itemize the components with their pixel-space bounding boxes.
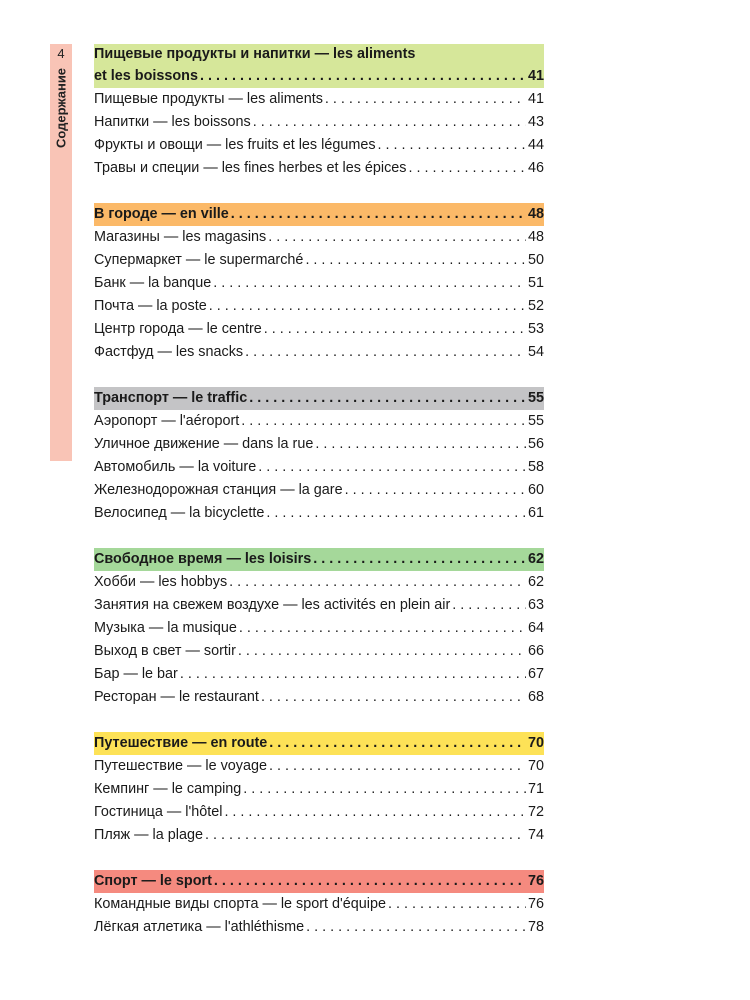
toc-entry[interactable]: [94, 502, 544, 525]
entry-title: Командные виды спорта — le sport d'équipe: [94, 896, 386, 912]
dot-leader: [345, 479, 526, 502]
toc-entry[interactable]: [94, 410, 544, 433]
toc-entry[interactable]: [94, 456, 544, 479]
section-heading[interactable]: [94, 44, 544, 88]
section-page-number: 76: [527, 873, 544, 889]
entry-title: Магазины — les magasins: [94, 229, 267, 245]
dot-leader: [180, 663, 526, 686]
toc-entry[interactable]: [94, 686, 544, 709]
dot-leader: [306, 916, 526, 939]
entry-title: Банк — la banque: [94, 275, 212, 291]
entry-title: Пищевые продукты — les aliments: [94, 91, 323, 107]
toc-section: [94, 387, 544, 525]
dot-leader: [231, 203, 526, 226]
section-heading[interactable]: [94, 387, 544, 410]
toc-entry[interactable]: [94, 134, 544, 157]
dot-leader: [213, 272, 526, 295]
section-heading[interactable]: [94, 203, 544, 226]
toc-entry[interactable]: [94, 272, 544, 295]
entry-page-number: 46: [527, 160, 544, 176]
entry-page-number: 61: [527, 505, 544, 521]
toc-entry[interactable]: [94, 226, 544, 249]
entry-title: Бар — le bar: [94, 666, 178, 682]
toc-entry[interactable]: [94, 571, 544, 594]
section-heading-title: Свободное время — les loisirs: [94, 551, 312, 567]
dot-leader: [243, 778, 526, 801]
toc-entry[interactable]: [94, 341, 544, 364]
entry-title: Почта — la poste: [94, 298, 207, 314]
dot-leader: [305, 249, 526, 272]
dot-leader: [258, 456, 526, 479]
entry-title: Кемпинг — le camping: [94, 781, 242, 797]
toc-entry[interactable]: [94, 88, 544, 111]
dot-leader: [249, 387, 526, 410]
toc-entry[interactable]: [94, 617, 544, 640]
toc-entry[interactable]: [94, 433, 544, 456]
entry-page-number: 44: [527, 137, 544, 153]
entry-title: Фастфуд — les snacks: [94, 344, 244, 360]
entry-title: Напитки — les boissons: [94, 114, 251, 130]
section-page-number: 55: [527, 390, 544, 406]
entry-title: Музыка — la musique: [94, 620, 237, 636]
section-heading-title: et les boissons: [94, 68, 198, 84]
entry-page-number: 52: [527, 298, 544, 314]
table-of-contents: [94, 44, 544, 962]
toc-entry[interactable]: [94, 778, 544, 801]
section-heading-title: Путешествие — en route: [94, 735, 268, 751]
toc-section: [94, 44, 544, 180]
entry-page-number: 43: [527, 114, 544, 130]
entry-page-number: 56: [527, 436, 544, 452]
entry-page-number: 64: [527, 620, 544, 636]
toc-section: [94, 203, 544, 364]
dot-leader: [313, 548, 526, 571]
section-heading-title: Транспорт — le traffic: [94, 390, 248, 406]
entry-page-number: 66: [527, 643, 544, 659]
entry-page-number: 41: [527, 91, 544, 107]
entry-page-number: 54: [527, 344, 544, 360]
section-page-number: 41: [527, 68, 544, 84]
toc-entry[interactable]: [94, 157, 544, 180]
section-page-number: 70: [527, 735, 544, 751]
entry-title: Занятия на свежем воздухе — les activités en plein air: [94, 597, 451, 613]
entry-page-number: 63: [527, 597, 544, 613]
dot-leader: [239, 617, 526, 640]
entry-title: Травы и специи — les fines herbes et les épices: [94, 160, 407, 176]
section-page-number: 62: [527, 551, 544, 567]
entry-title: Автомобиль — la voiture: [94, 459, 257, 475]
dot-leader: [253, 111, 526, 134]
dot-leader: [269, 732, 526, 755]
toc-entry[interactable]: [94, 594, 544, 617]
entry-page-number: 67: [527, 666, 544, 682]
dot-leader: [205, 824, 526, 847]
entry-page-number: 76: [527, 896, 544, 912]
entry-page-number: 68: [527, 689, 544, 705]
entry-page-number: 58: [527, 459, 544, 475]
dot-leader: [261, 686, 526, 709]
toc-entry[interactable]: [94, 663, 544, 686]
dot-leader: [229, 571, 526, 594]
dot-leader: [378, 134, 526, 157]
section-heading-line1: Пищевые продукты и напитки — les aliments: [94, 46, 416, 62]
dot-leader: [266, 502, 526, 525]
entry-title: Путешествие — le voyage: [94, 758, 267, 774]
entry-title: Пляж — la plage: [94, 827, 203, 843]
entry-page-number: 62: [527, 574, 544, 590]
toc-entry[interactable]: [94, 916, 544, 939]
section-heading-title: Спорт — le sport: [94, 873, 212, 889]
entry-title: Центр города — le centre: [94, 321, 262, 337]
toc-entry[interactable]: [94, 111, 544, 134]
dot-leader: [264, 318, 526, 341]
entry-title: Велосипед — la bicyclette: [94, 505, 265, 521]
entry-page-number: 60: [527, 482, 544, 498]
entry-title: Аэропорт — l'aéroport: [94, 413, 240, 429]
entry-title: Ресторан — le restaurant: [94, 689, 259, 705]
toc-entry[interactable]: [94, 295, 544, 318]
entry-page-number: 48: [527, 229, 544, 245]
section-page-number: 48: [527, 206, 544, 222]
toc-entry[interactable]: [94, 640, 544, 663]
entry-page-number: 50: [527, 252, 544, 268]
toc-entry[interactable]: [94, 893, 544, 916]
section-heading[interactable]: [94, 548, 544, 571]
toc-entry[interactable]: [94, 318, 544, 341]
dot-leader: [268, 226, 526, 249]
entry-page-number: 53: [527, 321, 544, 337]
entry-title: Супермаркет — le supermarché: [94, 252, 304, 268]
toc-section: [94, 870, 544, 939]
toc-section: [94, 732, 544, 847]
dot-leader: [241, 410, 526, 433]
entry-page-number: 55: [527, 413, 544, 429]
dot-leader: [452, 594, 526, 617]
toc-entry[interactable]: [94, 824, 544, 847]
entry-page-number: 70: [527, 758, 544, 774]
entry-page-number: 51: [527, 275, 544, 291]
section-heading-title: В городе — en ville: [94, 206, 229, 222]
dot-leader: [200, 65, 526, 88]
entry-title: Гостиница — l'hôtel: [94, 804, 223, 820]
entry-title: Железнодорожная станция — la gare: [94, 482, 343, 498]
dot-leader: [214, 870, 526, 893]
section-heading[interactable]: [94, 732, 544, 755]
entry-title: Лёгкая атлетика — l'athléthisme: [94, 919, 305, 935]
toc-entry[interactable]: [94, 755, 544, 778]
section-side-label: Содержание: [53, 67, 69, 149]
entry-page-number: 74: [527, 827, 544, 843]
entry-title: Выход в свет — sortir: [94, 643, 236, 659]
entry-page-number: 72: [527, 804, 544, 820]
section-heading[interactable]: [94, 870, 544, 893]
dot-leader: [315, 433, 526, 456]
toc-entry[interactable]: [94, 249, 544, 272]
dot-leader: [269, 755, 526, 778]
entry-page-number: 78: [527, 919, 544, 935]
dot-leader: [224, 801, 526, 824]
page-number: 4: [57, 46, 65, 61]
dot-leader: [409, 157, 526, 180]
toc-section: [94, 548, 544, 709]
dot-leader: [388, 893, 526, 916]
dot-leader: [209, 295, 526, 318]
dot-leader: [325, 88, 526, 111]
entry-title: Хобби — les hobbys: [94, 574, 228, 590]
dot-leader: [245, 341, 526, 364]
entry-page-number: 71: [527, 781, 544, 797]
toc-entry[interactable]: [94, 479, 544, 502]
entry-title: Фрукты и овощи — les fruits et les légumes: [94, 137, 376, 153]
entry-title: Уличное движение — dans la rue: [94, 436, 314, 452]
toc-entry[interactable]: [94, 801, 544, 824]
dot-leader: [238, 640, 526, 663]
